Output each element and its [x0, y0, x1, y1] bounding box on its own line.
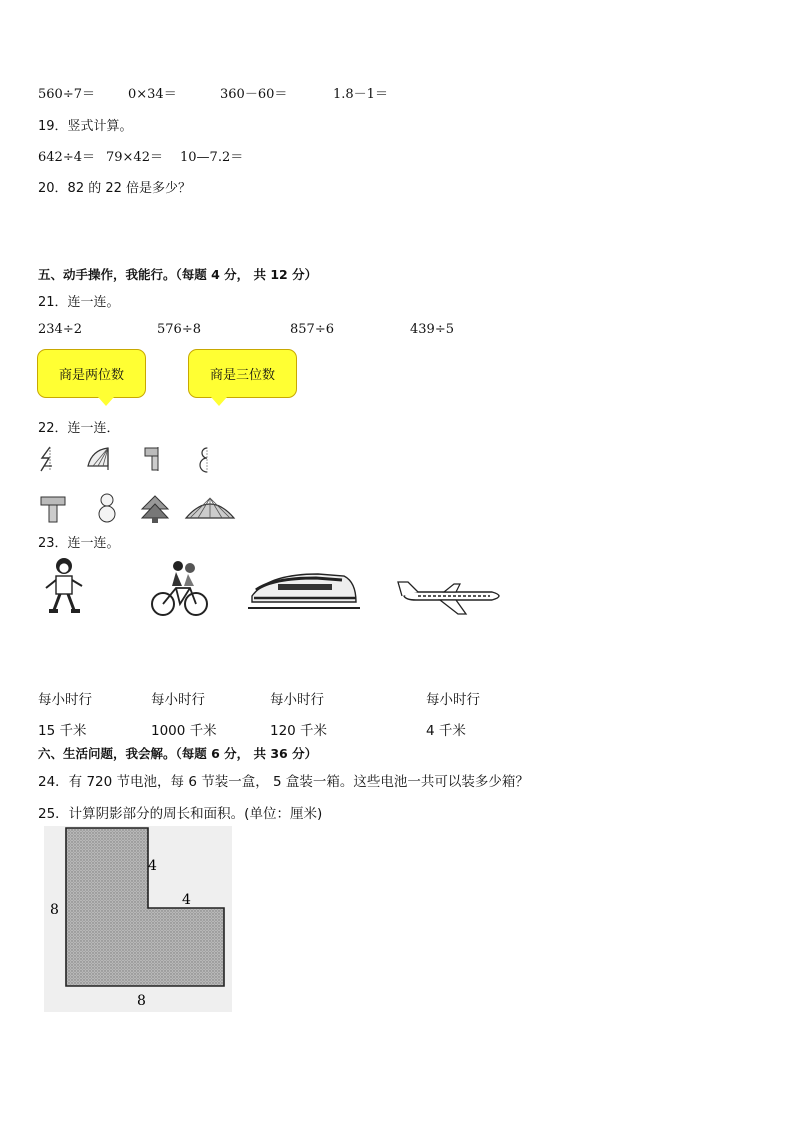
lamp-icon [38, 494, 68, 524]
q20-label: 20．82 的 22 倍是多少？ [38, 181, 192, 196]
snowman-icon [96, 492, 118, 524]
walking-child-icon [40, 556, 88, 616]
half-lightning-icon [38, 446, 60, 472]
q19-item-2: 79×42＝ [106, 150, 163, 165]
q21-expr-1: 234÷2 [38, 322, 82, 337]
speed-value-2: 1000 千米 [151, 723, 217, 739]
q21-expr-3: 857÷6 [290, 322, 334, 337]
q21-expr-2: 576÷8 [157, 322, 201, 337]
q21-label: 21．连一连。 [38, 295, 120, 310]
section5-title: 五、动手操作，我能行。（每题 4 分， 共 12 分） [38, 267, 318, 282]
callout-two-digit [37, 349, 146, 398]
speed-value-3: 120 千米 [270, 723, 328, 739]
q24-label: 24．有 720 节电池，每 6 节装一盒， 5 盒装一箱。这些电池一共可以装多少箱？ [38, 774, 529, 790]
calc-item-2: 0×34＝ [128, 87, 177, 102]
callout-three-digit-text: 商是三位数 [209, 368, 275, 383]
callout-two-digit-text: 商是两位数 [58, 368, 124, 383]
speed-value-4: 4 千米 [426, 723, 466, 739]
q21-expr-4: 439÷5 [410, 322, 454, 337]
callout-three-digit [188, 349, 297, 398]
q19-item-3: 10—7.2＝ [180, 150, 244, 165]
q19-label: 19．竖式计算。 [38, 119, 133, 134]
speed-prefix-1: 每小时行 [38, 692, 92, 708]
calc-item-1: 560÷7＝ [38, 87, 95, 102]
speed-value-1: 15 千米 [38, 723, 87, 739]
umbrella-icon [184, 496, 236, 522]
half-snowman-icon [194, 446, 212, 474]
q23-label: 23．连一连。 [38, 536, 120, 551]
calc-item-4: 1.8－1＝ [333, 87, 388, 102]
speed-prefix-3: 每小时行 [270, 692, 324, 708]
q25-label: 25．计算阴影部分的周长和面积。(单位：厘米) [38, 806, 323, 822]
q22-label: 22．连一连． [38, 421, 120, 436]
high-speed-train-icon [248, 570, 360, 614]
dim-inner-horizontal: 4 [182, 892, 191, 908]
q19-item-1: 642÷4＝ [38, 150, 95, 165]
calc-item-3: 360－60＝ [220, 87, 288, 102]
dim-inner-vertical: 4 [148, 858, 157, 874]
half-umbrella-icon [86, 446, 112, 472]
airplane-icon [396, 576, 508, 616]
l-shape-figure [44, 826, 232, 1012]
speed-prefix-2: 每小时行 [151, 692, 205, 708]
half-lamp-icon [142, 446, 164, 472]
speed-prefix-4: 每小时行 [426, 692, 480, 708]
tree-icon [140, 494, 170, 524]
dim-bottom: 8 [137, 993, 146, 1009]
cyclists-icon [150, 558, 210, 618]
section6-title: 六、生活问题，我会解。（每题 6 分， 共 36 分） [38, 746, 318, 761]
dim-left: 8 [50, 902, 59, 918]
